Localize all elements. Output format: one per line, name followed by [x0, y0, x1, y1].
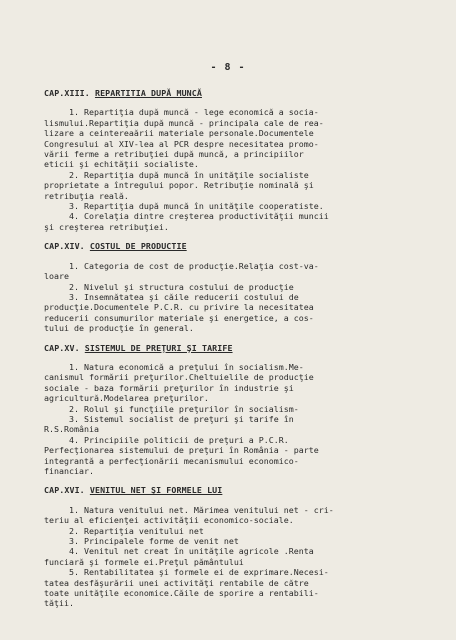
text-line: 5. Rentabilitatea şi formele ei de exprimare.Necesi-	[44, 567, 329, 578]
chapter-title: REPARTITIA DUPĂ MUNCĂ	[94, 88, 202, 98]
text-line: R.S.România	[44, 424, 99, 435]
chapter-title: COSTUL DE PRODUCTIE	[89, 241, 187, 252]
text-line: agricultură.Modelarea preţurilor.	[44, 393, 209, 404]
text-line: 3. Repartiţia după muncă în unităţile cooperatiste.	[44, 201, 324, 212]
text-line: canismul formării preţurilor.Cheltuielile de producţie	[44, 372, 314, 383]
text-line: Perfecţionarea sistemului de preţuri în România - parte	[44, 445, 319, 456]
chapter-heading	[44, 88, 436, 98]
text-line: 1. Natura economică a preţului în socialism.Me-	[44, 361, 304, 372]
text-line: tatea desfăşurării unei activităţi rentabile de către	[44, 577, 309, 588]
text-line: sociale - baza formării preţurilor în industrie şi	[44, 382, 294, 393]
text-line: lizare a ceintereaării materiale personale.Documentele	[44, 128, 314, 139]
text-line: 2. Repartiţia venitului net	[44, 525, 204, 536]
text-line: teriu al eficienţei activităţii economico-sociale.	[44, 515, 294, 526]
text-line: 3. Sistemul socialist de preţuri şi tarife în	[44, 413, 294, 424]
text-line: toate unităţile economice.Căile de sporire a rentabili-	[44, 588, 319, 599]
chapter-number: CAP.XVI.	[44, 485, 85, 496]
text-line: tului de producţie în general.	[44, 323, 194, 334]
text-line: producţie.Documentele P.C.R. cu privire la necesitatea	[44, 302, 314, 313]
text-line: tăţii.	[44, 598, 74, 609]
chapter-title: SISTEMUL DE PREŢURI ŞI TARIFE	[84, 342, 233, 353]
text-line: 1. Categoria de cost de producţie.Relaţia cost-va-	[44, 260, 319, 271]
text-line: integrantă a perfecţionării mecanismului economico-	[44, 455, 299, 466]
text-line: lismului.Repartiţia după muncă - principala cale de rea-	[44, 117, 324, 128]
text-line: Congresului al XIV-lea al PCR despre necesitatea promo-	[44, 138, 319, 149]
text-line: 3. Insemnătatea şi căile reducerii costului de	[44, 291, 299, 302]
chapter-section	[44, 485, 436, 608]
chapter-heading	[44, 343, 436, 353]
chapter-heading	[44, 485, 436, 495]
text-line: 4. Venitul net creat în unităţile agricole .Renta	[44, 546, 314, 557]
text-line: reducerii consumurilor materiale şi energetice, a cos-	[44, 312, 314, 323]
chapter-number: CAP.XIV.	[44, 241, 85, 252]
text-line: 2. Repartiţia după muncă în unităţile socialiste	[44, 169, 309, 180]
chapter-section	[44, 241, 436, 333]
chapter-number: CAP.XIII.	[44, 88, 90, 98]
text-line: loare	[44, 271, 69, 282]
chapter-number: CAP.XV.	[44, 342, 80, 353]
text-line: 4. Corelaţia dintre creşterea productivităţii muncii	[44, 211, 329, 222]
text-line: eticii şi echităţii socialiste.	[44, 159, 199, 170]
chapter-section	[44, 343, 436, 477]
chapter-title: VENITUL NET ŞI FORMELE LUI	[89, 485, 223, 496]
chapter-heading	[44, 241, 436, 251]
text-line: 4. Principiile politicii de preţuri a P.C.R.	[44, 434, 289, 445]
text-line: vării ferme a retribuţiei după muncă, a principiilor	[44, 149, 304, 160]
document-body	[44, 88, 436, 618]
text-line: 3. Principalele forme de venit net	[44, 536, 239, 547]
text-line: şi creşterea retribuţiei.	[44, 221, 169, 232]
text-line: 2. Nivelul şi structura costului de producţie	[44, 281, 294, 292]
page-number: - 8 -	[210, 62, 246, 73]
text-line: 2. Rolul şi funcţiile preţurilor în socialism-	[44, 403, 299, 414]
text-line: funciară şi formele ei.Preţul pământului	[44, 556, 244, 567]
text-line: 1. Repartiţia după muncă - lege economică a socia-	[44, 107, 319, 118]
text-line: financiar.	[44, 466, 94, 476]
text-line: proprietate a întregului popor. Retribuţie nominală şi	[44, 180, 314, 191]
text-line: 1. Natura venitului net. Mărimea venitului net - cri-	[44, 504, 334, 515]
chapter-section	[44, 88, 436, 232]
text-line: retribuţia reală.	[44, 190, 129, 201]
